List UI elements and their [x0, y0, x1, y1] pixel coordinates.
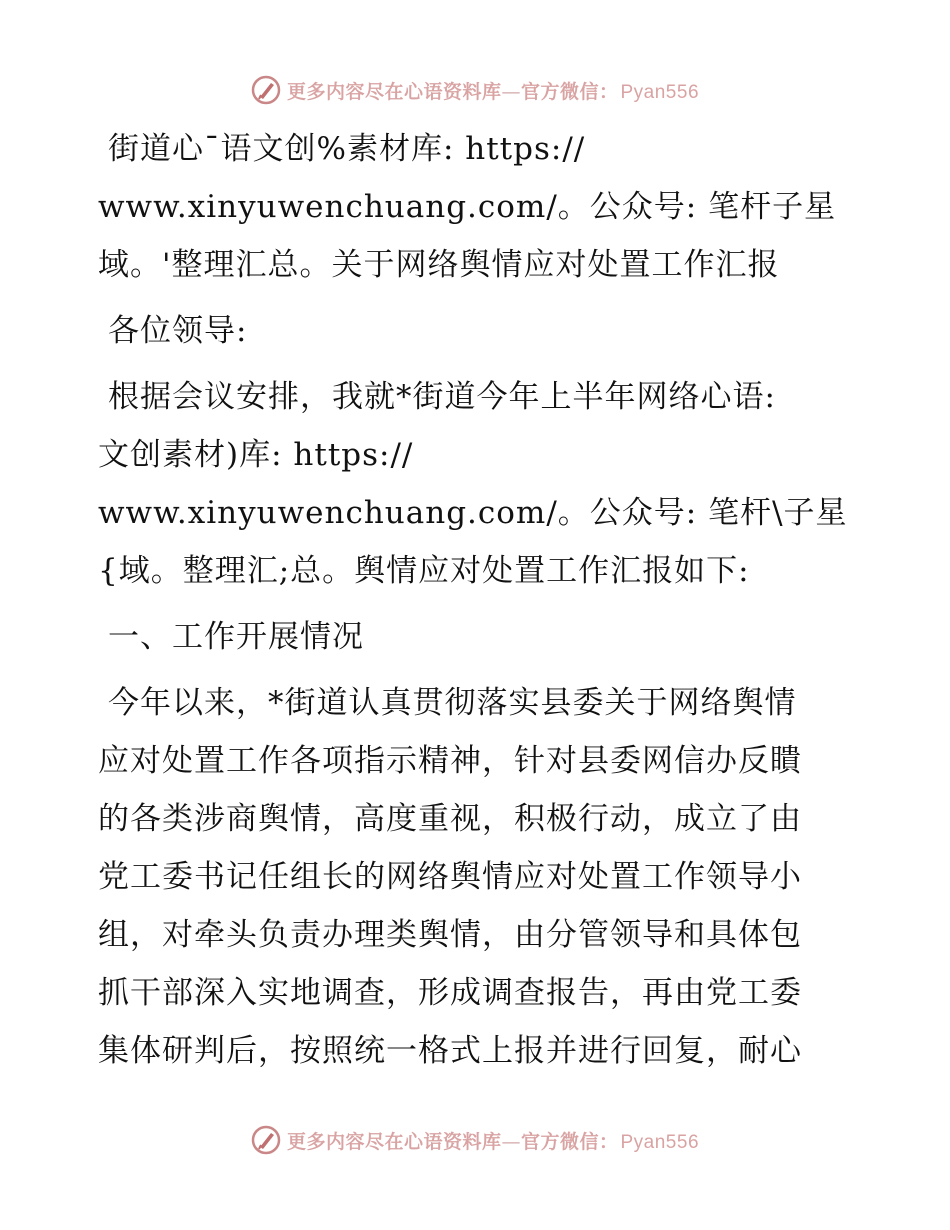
- watermark-account: Pyan556: [620, 81, 700, 103]
- watermark-text: [287, 1127, 699, 1154]
- watermark-wechat-label: 官方微信：: [520, 80, 619, 103]
- document-line: 党工委书记任组长的网络舆情应对处置工作领导小: [98, 859, 802, 895]
- document-line: www.xinyuwenchuang.com/。公众号: 笔杆\子星: [98, 495, 848, 531]
- watermark-site-text: 更多内容尽在心语资料库: [286, 80, 502, 103]
- document-line: 域。'整理汇总。关于网络舆情应对处置工作汇报: [98, 247, 780, 283]
- watermark-separator: —: [501, 80, 521, 103]
- watermark-wechat-label: 官方微信：: [520, 1130, 619, 1153]
- section-heading: 一、工作开展情况: [108, 619, 364, 655]
- document-line: 集体研判后，按照统一格式上报并进行回复，耐心: [98, 1033, 802, 1069]
- document-line: 文创素材)库: https://: [98, 437, 414, 473]
- header-watermark: [0, 70, 950, 110]
- document-line: 根据会议安排，我就*街道今年上半年网络心语:: [108, 379, 776, 415]
- document-line: 今年以来，*街道认真贯彻落实县委关于网络舆情: [108, 685, 797, 721]
- document-line: 的各类涉商舆情，高度重视，积极行动，成立了由: [98, 801, 802, 837]
- document-line: www.xinyuwenchuang.com/。公众号: 笔杆子星: [98, 189, 837, 225]
- document-line: 应对处置工作各项指示精神，针对县委网信办反瞶: [98, 743, 802, 779]
- watermark-account: Pyan556: [620, 1131, 700, 1153]
- footer-watermark: [0, 1120, 950, 1160]
- document-line: {域。整理汇;总。舆情应对处置工作汇报如下:: [98, 553, 750, 589]
- document-line: 组，对牵头负责办理类舆情，由分管领导和具体包: [98, 917, 802, 953]
- document-line: 抓干部深入实地调查，形成调查报告，再由党工委: [98, 975, 802, 1011]
- quill-pen-logo-icon: [251, 1125, 281, 1155]
- watermark-separator: —: [501, 1130, 521, 1153]
- watermark-text: [287, 77, 699, 104]
- watermark-site-text: 更多内容尽在心语资料库: [286, 1130, 502, 1153]
- salutation: 各位领导:: [108, 313, 248, 349]
- document-body: [98, 120, 858, 1080]
- document-line: 街道心¯语文创%素材库: https://: [108, 131, 586, 167]
- quill-pen-logo-icon: [251, 75, 281, 105]
